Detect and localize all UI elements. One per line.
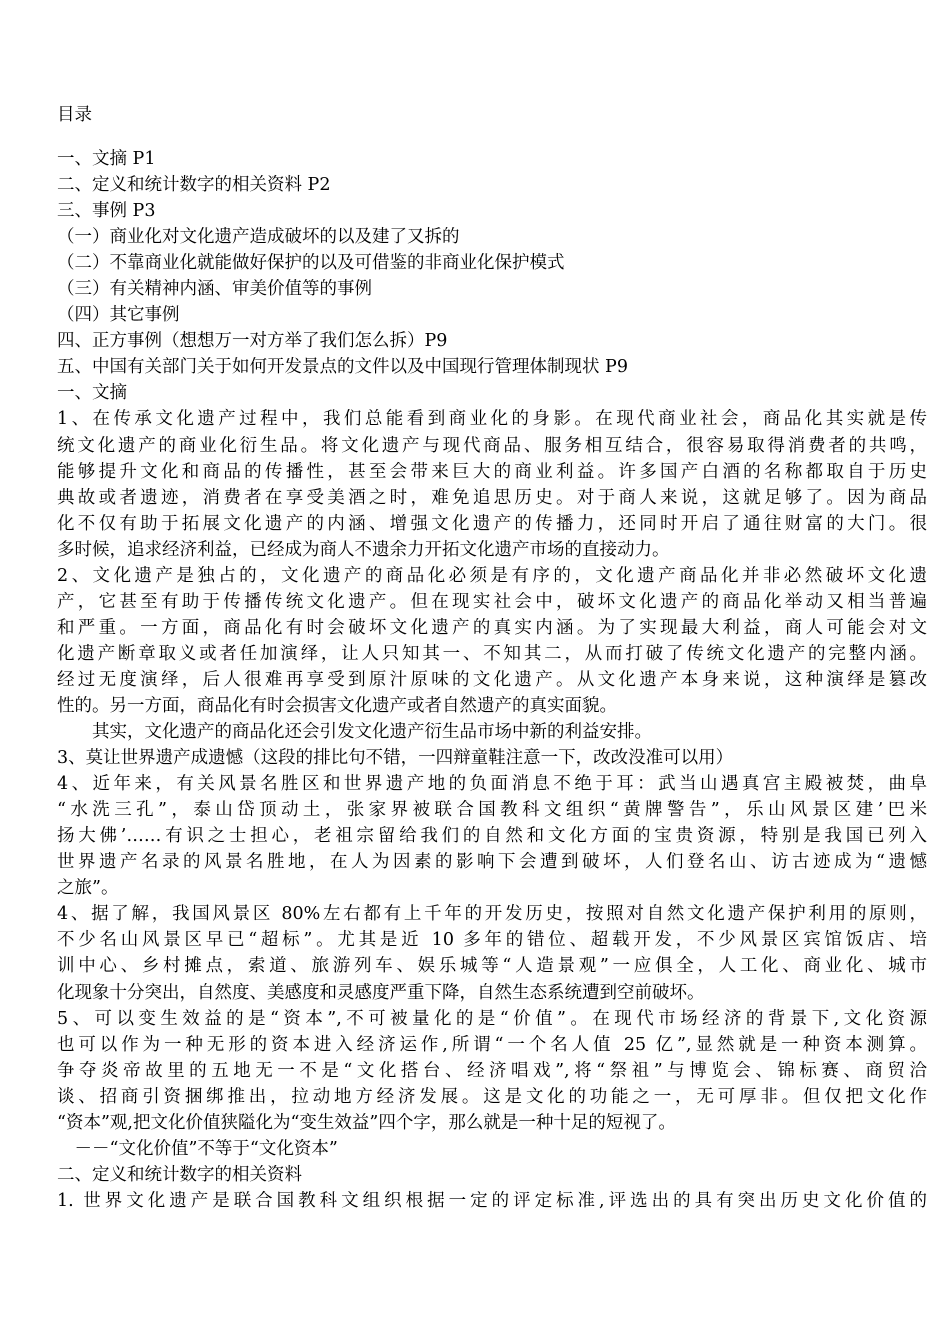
document-title: 目录 (57, 105, 92, 125)
text-line: 1. 世界文化遗产是联合国教科文组织根据一定的评定标准,评选出的具有突出历史文化价值的 (57, 1190, 927, 1211)
text-line: 一、文摘 (57, 383, 127, 404)
text-line: 多时候，追求经济利益，已经成为商人不遗余力开拓文化遗产市场的直接动力。 (57, 539, 670, 560)
text-line: 和严重。一方面，商品化有时会破坏文化遗产的真实内涵。为了实现最大利益，商人可能会对文 (57, 617, 927, 638)
text-line: 4、近年来，有关风景名胜区和世界遗产地的负面消息不绝于耳：武当山遇真宫主殿被焚，曲阜 (57, 774, 927, 795)
text-line: 5、可以变生效益的是“资本”,不可被量化的是“价值”。在现代市场经济的背景下,文化资源 (57, 1008, 927, 1029)
text-line: 典故或者遗迹，消费者在享受美酒之时，难免追思历史。对于商人来说，这就足够了。因为商品 (57, 487, 927, 508)
text-line: 二、定义和统计数字的相关资料 (57, 1164, 302, 1185)
text-line: 1、在传承文化遗产过程中，我们总能看到商业化的身影。在现代商业社会，商品化其实就是传 (57, 409, 927, 430)
text-line: 三、事例 P3 (57, 201, 156, 222)
text-line: 其实，文化遗产的商品化还会引发文化遗产衍生品市场中新的利益安排。 (57, 722, 652, 743)
text-line: 能够提升文化和商品的传播性，甚至会带来巨大的商业利益。许多国产白酒的名称都取自于历史 (57, 461, 927, 482)
text-line: 训中心、乡村摊点，索道、旅游列车、娱乐城等“人造景观”一应俱全，人工化、商业化、城市 (57, 956, 927, 977)
text-line: 扬大佛’……有识之士担心，老祖宗留给我们的自然和文化方面的宝贵资源，特别是我国已列入 (57, 826, 927, 847)
text-line: 产，它甚至有助于传播传统文化遗产。但在现实社会中，破坏文化遗产的商品化举动又相当普遍 (57, 591, 927, 612)
text-line: （三）有关精神内涵、审美价值等的事例 (57, 279, 372, 300)
text-line: 之旅”。 (57, 878, 119, 899)
text-line: 4、据了解，我国风景区 80%左右都有上千年的开发历史，按照对自然文化遗产保护利用的原则， (57, 904, 927, 925)
text-line: 化现象十分突出，自然度、美感度和灵感度严重下降，自然生态系统遭到空前破坏。 (57, 982, 705, 1003)
text-line: “水洗三孔”，泰山岱顶动土，张家界被联合国教科文组织“黄牌警告”，乐山风景区建’巴米 (57, 800, 927, 821)
text-line: 也可以作为一种无形的资本进入经济运作,所谓“一个名人值 25 亿”,显然就是一种资本测算。 (57, 1034, 927, 1055)
text-line: 化不仅有助于拓展文化遗产的内涵、增强文化遗产的传播力，还同时开启了通往财富的大门。很 (57, 513, 927, 534)
text-line: 性的。另一方面，商品化有时会损害文化遗产或者自然遗产的真实面貌。 (57, 695, 617, 716)
text-line: 统文化遗产的商业化衍生品。将文化遗产与现代商品、服务相互结合，很容易取得消费者的共鸣， (57, 435, 927, 456)
text-line: 二、定义和统计数字的相关资料 P2 (57, 175, 331, 196)
text-line: 经过无度演绎，后人很难再享受到原汁原味的文化遗产。从文化遗产本身来说，这种演绎是篡改 (57, 669, 927, 690)
text-line: 五、中国有关部门关于如何开发景点的文件以及中国现行管理体制现状 P9 (57, 357, 628, 378)
text-line: 四、正方事例（想想万一对方举了我们怎么拆）P9 (57, 331, 448, 352)
text-line: “资本”观,把文化价值狭隘化为“变生效益”四个字，那么就是一种十足的短视了。 (57, 1112, 676, 1133)
text-line: 一、文摘 P1 (57, 149, 156, 169)
text-line: 争夺炎帝故里的五地无一不是“文化搭台、经济唱戏”,将“祭祖”与博览会、锦标赛、商贸洽 (57, 1060, 927, 1081)
text-line: （二）不靠商业化就能做好保护的以及可借鉴的非商业化保护模式 (57, 253, 565, 274)
text-line: －－“文化价值”不等于“文化资本” (57, 1138, 338, 1159)
text-line: 谈、招商引资捆绑推出，拉动地方经济发展。这是文化的功能之一，无可厚非。但仅把文化作 (57, 1086, 927, 1107)
text-line: 3、莫让世界遗产成遗憾（这段的排比句不错，一四辩童鞋注意一下，改改没准可以用） (57, 748, 734, 769)
text-line: 不少名山风景区早已“超标”。尤其是近 10 多年的错位、超载开发，不少风景区宾馆饭店、培 (57, 930, 927, 951)
text-line: 化遗产断章取义或者任加演绎，让人只知其一、不知其二，从而打破了传统文化遗产的完整内涵。 (57, 643, 927, 664)
document-body (57, 146, 927, 1214)
text-line: 世界遗产名录的风景名胜地，在人为因素的影响下会遭到破坏，人们登名山、访古迹成为“遗憾 (57, 852, 927, 873)
text-line: （四）其它事例 (57, 305, 180, 326)
text-line: 2、文化遗产是独占的，文化遗产的商品化必须是有序的，文化遗产商品化并非必然破坏文化遗 (57, 565, 927, 586)
text-line: （一）商业化对文化遗产造成破坏的以及建了又拆的 (57, 227, 460, 248)
